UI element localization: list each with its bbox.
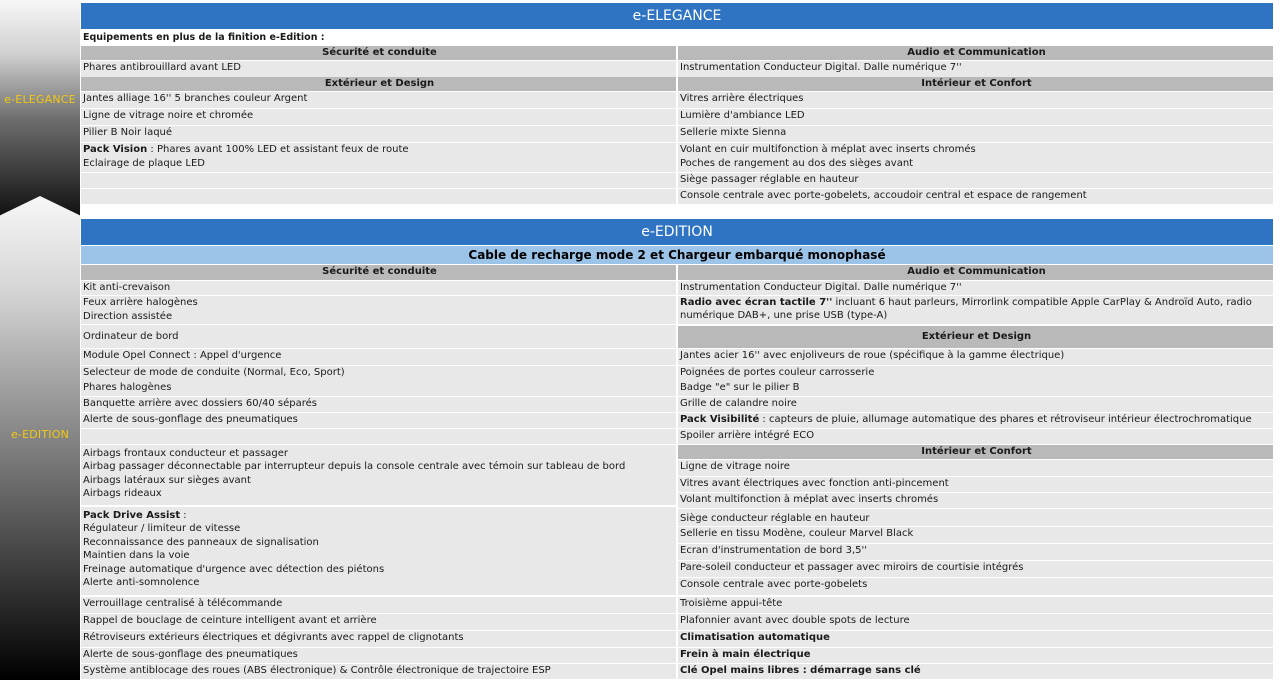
list-item: Banquette arrière avec dossiers 60/40 séparés bbox=[81, 397, 676, 412]
list-item: Badge "e" sur le pilier B bbox=[678, 381, 1273, 396]
list-item: Ligne de vitrage noire bbox=[678, 460, 1273, 476]
list-item: Ecran d'instrumentation de bord 3,5'' bbox=[678, 544, 1273, 560]
list-item: Phares antibrouillard avant LED bbox=[81, 61, 676, 77]
elegance-left-column bbox=[81, 46, 676, 204]
list-item bbox=[81, 173, 676, 188]
list-item: Console centrale avec porte-gobelets bbox=[678, 578, 1273, 595]
list-item: Siège conducteur réglable en hauteur bbox=[678, 509, 1273, 526]
list-item: Spoiler arrière intégré ECO bbox=[678, 429, 1273, 444]
list-line: Pack Drive Assist : bbox=[83, 510, 187, 521]
list-item: Lumière d'ambiance LED bbox=[678, 109, 1273, 125]
section-header: Intérieur et Confort bbox=[678, 77, 1273, 91]
list-item: Pack Vision : Phares avant 100% LED et assistant feux de route bbox=[81, 143, 676, 157]
list-item: Poches de rangement au dos des sièges avant bbox=[678, 157, 1273, 172]
list-item: Instrumentation Conducteur Digital. Dalle numérique 7'' bbox=[678, 281, 1273, 295]
list-line: Airbags frontaux conducteur et passager bbox=[83, 448, 289, 459]
list-item: Troisième appui-tête bbox=[678, 597, 1273, 613]
section-header: Intérieur et Confort bbox=[678, 445, 1273, 459]
list-line: Airbag passager déconnectable par interrupteur depuis la console centrale avec témoin sur tableau de bord bbox=[83, 461, 626, 473]
list-item: Poignées de portes couleur carrosserie bbox=[678, 366, 1273, 381]
list-item: Sellerie en tissu Modène, couleur Marvel Black bbox=[678, 527, 1273, 543]
list-item bbox=[81, 429, 676, 444]
edition-left-column bbox=[81, 265, 676, 680]
list-item: Système antiblocage des roues (ABS électronique) & Contrôle électronique de trajectoire ESP bbox=[81, 664, 676, 679]
list-item: Phares halogènes bbox=[81, 381, 676, 396]
list-item: Frein à main électrique bbox=[678, 648, 1273, 663]
list-item: Vitres avant électriques avec fonction anti-pincement bbox=[678, 477, 1273, 492]
list-item: Direction assistée bbox=[81, 310, 676, 324]
section-header: Extérieur et Design bbox=[81, 77, 676, 91]
list-item: Clé Opel mains libres : démarrage sans clé bbox=[678, 664, 1273, 679]
elegance-right-column bbox=[678, 46, 1273, 204]
edition-banner: e-EDITION bbox=[81, 219, 1273, 245]
list-line: Airbags rideaux bbox=[83, 488, 162, 500]
list-item: Kit anti-crevaison bbox=[81, 281, 676, 295]
list-item: Jantes alliage 16'' 5 branches couleur Argent bbox=[81, 92, 676, 108]
list-item: Alerte de sous-gonflage des pneumatiques bbox=[81, 648, 676, 663]
list-item: Volant multifonction à méplat avec inserts chromés bbox=[678, 493, 1273, 508]
list-item: Pilier B Noir laqué bbox=[81, 126, 676, 142]
list-item: Pare-soleil conducteur et passager avec miroirs de courtisie intégrés bbox=[678, 561, 1273, 577]
section-header: Extérieur et Design bbox=[678, 326, 1273, 348]
section-header: Sécurité et conduite bbox=[81, 46, 676, 60]
list-item: Rappel de bouclage de ceinture intelligent avant et arrière bbox=[81, 614, 676, 630]
edition-subbanner: Cable de recharge mode 2 et Chargeur embarqué monophasé bbox=[81, 246, 1273, 264]
airbags-list bbox=[81, 445, 676, 505]
section-header: Audio et Communication bbox=[678, 46, 1273, 60]
list-line: Maintien dans la voie bbox=[83, 550, 190, 562]
edition-side-label: e-EDITION bbox=[10, 428, 70, 441]
list-item bbox=[81, 189, 676, 204]
list-item: Selecteur de mode de conduite (Normal, Eco, Sport) bbox=[81, 366, 676, 381]
list-line: Airbags latéraux sur sièges avant bbox=[83, 474, 251, 486]
list-item: Ordinateur de bord bbox=[81, 325, 676, 348]
edition-right-column bbox=[678, 265, 1273, 680]
list-line: Alerte anti-somnolence bbox=[83, 577, 200, 589]
elegance-intro: Equipements en plus de la finition e-Edition : bbox=[83, 32, 325, 43]
list-item: Jantes acier 16'' avec enjoliveurs de roue (spécifique à la gamme électrique) bbox=[678, 349, 1273, 365]
list-item: Grille de calandre noire bbox=[678, 397, 1273, 412]
list-item: Eclairage de plaque LED bbox=[81, 157, 676, 172]
section-header: Sécurité et conduite bbox=[81, 265, 676, 280]
list-line: Freinage automatique d'urgence avec détection des piétons bbox=[83, 563, 385, 575]
elegance-side-label: e-ELEGANCE bbox=[4, 93, 76, 106]
list-item: Verrouillage centralisé à télécommande bbox=[81, 597, 676, 613]
section-header: Audio et Communication bbox=[678, 265, 1273, 280]
list-item: Plafonnier avant avec double spots de lecture bbox=[678, 614, 1273, 630]
list-item: Feux arrière halogènes bbox=[81, 296, 676, 310]
list-item: Pack Visibilité : capteurs de pluie, allumage automatique des phares et rétroviseur intérieur électrochromatique bbox=[678, 413, 1273, 428]
list-item: Alerte de sous-gonflage des pneumatiques bbox=[81, 413, 676, 428]
list-item: Ligne de vitrage noire et chromée bbox=[81, 109, 676, 125]
list-item: Console centrale avec porte-gobelets, accoudoir central et espace de rangement bbox=[678, 189, 1273, 204]
elegance-banner: e-ELEGANCE bbox=[81, 3, 1273, 29]
list-item: Instrumentation Conducteur Digital. Dalle numérique 7'' bbox=[678, 61, 1273, 77]
list-item: Module Opel Connect : Appel d'urgence bbox=[81, 349, 676, 365]
list-item: Vitres arrière électriques bbox=[678, 92, 1273, 108]
list-item: Rétroviseurs extérieurs électriques et dégivrants avec rappel de clignotants bbox=[81, 631, 676, 647]
pack-drive-assist bbox=[81, 507, 676, 595]
list-item: Volant en cuir multifonction à méplat avec inserts chromés bbox=[678, 143, 1273, 157]
elegance-side-arrow bbox=[0, 0, 80, 216]
list-line: Régulateur / limiteur de vitesse bbox=[83, 523, 241, 535]
list-item: Sellerie mixte Sienna bbox=[678, 126, 1273, 142]
list-item: Climatisation automatique bbox=[678, 631, 1273, 647]
list-item: Siège passager réglable en hauteur bbox=[678, 173, 1273, 188]
list-item: Radio avec écran tactile 7'' incluant 6 haut parleurs, Mirrorlink compatible Apple CarPlay & Androïd Auto, radio numérique DAB+, une prise USB (type-A) bbox=[678, 296, 1273, 324]
list-line: Reconnaissance des panneaux de signalisation bbox=[83, 536, 319, 548]
